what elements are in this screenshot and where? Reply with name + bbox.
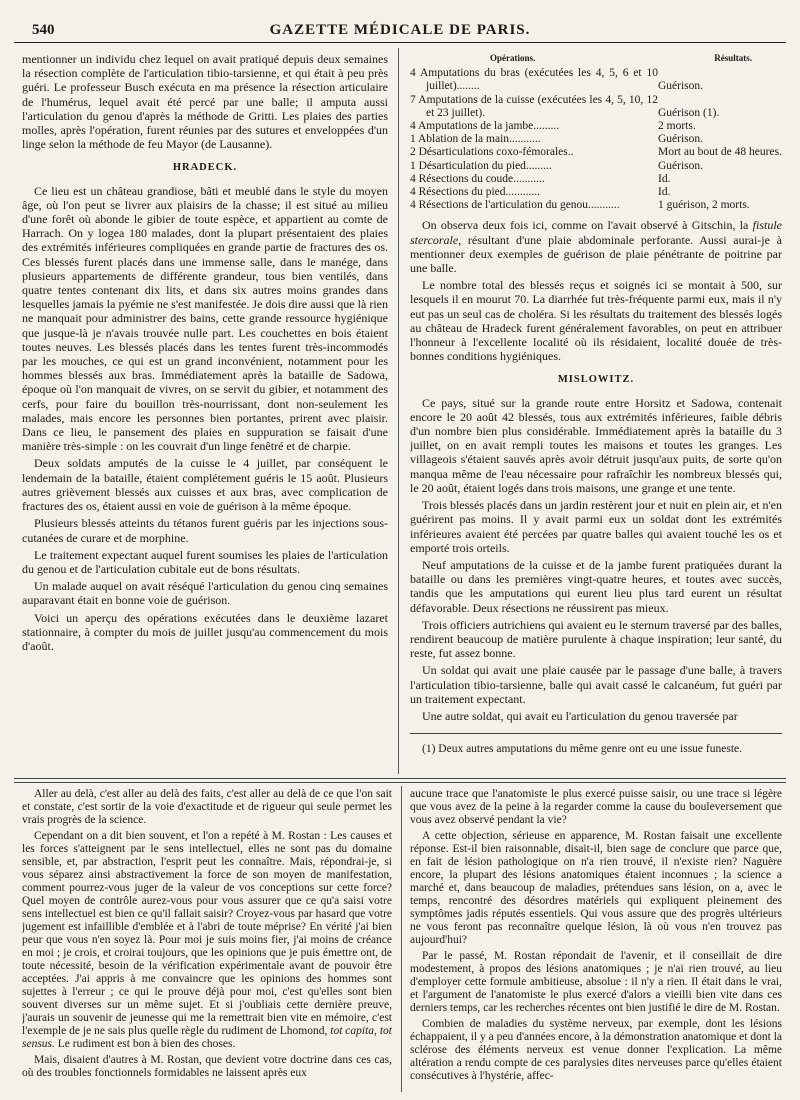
section-divider — [14, 782, 786, 783]
table-row — [410, 67, 782, 93]
header-results: Résultats. — [714, 53, 752, 63]
paragraph-text: Cependant on a dit bien souvent, et l'on a repété à M. Rostan : Les causes et les forces s'atteignent par le sens intellectuel, elles ne sont pas du domaine sensible, et, par abstraction, l'esprit peut les connaître. Mais, répondrai-je, si vous séparez ainsi abstractivement la force de son moyen de manifestation, comment pourrez-vous juger de la valeur de vos conceptions sur cette force? Quel moyen de contrôle aurez-vous pour vous assurer que ce qu'a saisi votre sens intellectuel est bien ce qu'il fallait saisir? Croyez-vous par hasard que votre jugement est infaillible d'emblée et à l'abri de toute méprise? En vérité j'ai bien peur que vous n'en soyez là. Pour moi je suis moins fier, j'ai moins de créance en moi ; je crois, et croirai toujours, que les opinions que je puis émettre ont, de toute nécessité, besoin de la vérification expérimentale avant de pouvoir être acceptées. J'ai appris à me convaincre que les opinions des hommes sont sujettes à l'erreur ; ce qui le prouve déjà pour moi, c'est qu'elles sont bien souvent diverses sur un même sujet. Et si j'oubliais cette dernière preuve, j'aurais un souvenir de jeunesse qui me la remettrait bien vite en mémoire, c'est l'exemple de je ne sais plus quelle règle du rudiment de Lhomond, — [22, 830, 392, 1037]
table-row — [410, 160, 782, 173]
operation-cell: 4 Résections de l'articulation du genou........... — [410, 199, 620, 212]
paragraph: Trois blessés placés dans un jardin restèrent jour et nuit en plein air, et n'en guérirent pas moins. Il y avait parmi eux un soldat dont les extrémités inférieures avaient été percées par quatre balles qui avaient touché les os et emporté trois orteils. — [410, 498, 782, 555]
paragraph: A cette objection, sérieuse en apparence, M. Rostan faisait une excellente réponse. Est-il bien raisonnable, disait-il, bien sage de conclure que parce que, en fait de lésion pathologique on n'a rien trouvé, il n'existe rien? Naguère encore, la plupart des lésions anatomiques étaient inconnues ; la science a marché et, dans beaucoup de maladies, prétendues sans lésion, on a, avec le temps, rencontré des désordres matériels qui expliquent pleinement des symptômes jadis réputés essentiels. Qui vous assure que des progrès ultérieurs ne vous feront pas reconnaître quelque lésion, là où vous n'en trouvez pas aujourd'hui? — [410, 830, 782, 946]
operation-cell: 7 Amputations de la cuisse (exécutées les 4, 5, 10, 12 et 23 juillet). — [410, 93, 658, 119]
table-row — [410, 199, 782, 212]
footnote-divider — [410, 733, 782, 734]
paragraph: Un malade auquel on avait réséqué l'articulation du genou cinq semaines auparavant était en bonne voie de guérison. — [22, 579, 388, 608]
paragraph: Voici un aperçu des opérations exécutées dans le deuxième lazaret stationnaire, à compter du mois de juillet jusqu'au commencement du mois d'août. — [22, 610, 388, 653]
paragraph-text: On observa deux fois ici, comme on l'avait observé à Gitschin, la — [422, 218, 749, 233]
table-row — [410, 120, 782, 133]
column-divider — [401, 786, 402, 1092]
table-row — [410, 186, 782, 199]
page-header — [14, 20, 786, 43]
page-number: 540 — [32, 22, 55, 38]
paragraph: Par le passé, M. Rostan répondait de l'avenir, et il conseillait de dire modestement, à propos des lésions anatomiques ; je n'ai rien trouvé, au lieu d'employer cette formule ambitieuse, absolue : il n'y a rien. Il était dans le vrai, et l'argument de l'anatomiste le plus exercé d'alors a vieilli bien vite dans ces derniers temps, car les recherches récentes ont bien justifié le dire de M. Rostan. — [410, 950, 782, 1014]
header-operations: Opérations. — [490, 53, 536, 63]
table-row — [410, 173, 782, 186]
result-cell: Guérison. — [658, 159, 704, 172]
paragraph-text: , résultant d'une plaie abdominale perforante. Aussi aurai-je à mentionner deux exemples de guérison de plaie pénétrante de poitrine par une balle. — [410, 232, 782, 276]
column-divider — [398, 48, 399, 774]
intro-paragraph: mentionner un individu chez lequel on avait pratiqué depuis deux semaines la résection complète de l'articulation tibio-tarsienne, et qui était à peu près guéri. Le professeur Busch exécuta en ma présence la résection articulaire de l'humérus, lequel avait été percé par une balle; il amputa aussi l'articulation du genou d'après la méthode de Gritti. Les plaies des parties molles, après l'opération, furent réunies par des sutures et enveloppées d'un linge selon la méthode de feu Mayor (de Lausanne). — [22, 52, 388, 152]
paragraph: Neuf amputations de la cuisse et de la jambe furent pratiquées durant la bataille ou dans les premières vingt-quatre heures, et toutes avec succès, tandis que les amputations qui eurent lieu plus tard eurent un résultat défavorable. Deux résections ne réussirent pas mieux. — [410, 557, 782, 615]
operation-cell: 2 Désarticulations coxo-fémorales.. — [410, 146, 574, 159]
section-title-mislowitz: MISLOWITZ. — [557, 374, 635, 386]
section-title-hradeck: HRADECK. — [172, 162, 238, 174]
operation-cell: 1 Désarticulation du pied......... — [410, 159, 552, 172]
journal-title: GAZETTE MÉDICALE DE PARIS. — [269, 22, 531, 38]
bottom-left-column — [22, 788, 392, 1094]
right-column — [410, 52, 782, 768]
paragraph: Le nombre total des blessés reçus et soignés ici se montait à 500, sur lesquels il en mourut 70. La diarrhée fut très-fréquente parmi eux, mais il n'y eut pas un seul cas de choléra. Si les résultats du traitement des blessés logés au château de Hradeck furent généralement favorables, on peut en attribuer l'honneur à l'excellente localité où ils résidaient, localité douée de très-bonnes conditions hygiéniques. — [410, 278, 782, 364]
result-cell: Mort au bout de 48 heures. — [658, 146, 782, 159]
table-row — [410, 133, 782, 146]
left-column — [22, 52, 388, 722]
bottom-right-column — [410, 788, 782, 1094]
paragraph: Trois officiers autrichiens qui avaient eu le sternum traversé par des balles, rendirent beaucoup de matière purulente à chaque inspiration; leur santé, du reste, fut assez bonne. — [410, 617, 782, 661]
italic-term: fistule stercorale — [410, 218, 782, 247]
section-divider — [14, 778, 786, 779]
result-cell: 2 morts. — [658, 120, 696, 133]
result-cell: Id. — [658, 186, 671, 199]
footnote: (1) Deux autres amputations du même genre ont eu une issue funeste. — [422, 743, 742, 756]
italic-phrase: tot capita, tot sensus. — [22, 1025, 392, 1050]
operation-cell: 4 Amputations de la jambe......... — [410, 120, 560, 133]
paragraph: Combien de maladies du système nerveux, par exemple, dont les lésions échappaient, il y a peu d'années encore, à la démonstration anatomique et dont la sclérose des éléments nerveux est venue donner l'explication. La même altération a rendu compte de ces paralysies dites nerveuses parce qu'elles étaient consécutives à l'hystérie, affec- — [410, 1018, 782, 1082]
paragraph: Deux soldats amputés de la cuisse le 4 juillet, par conséquent le lendemain de la bataille, étaient complétement guéris le 15 août. Plusieurs autres grièvement blessés aux cuisses et aux bras, avec complication de fractures des os, étaient aussi en voie de guérison à la même époque. — [22, 456, 388, 514]
paragraph: Mais, disaient d'autres à M. Rostan, que devient votre doctrine dans ces cas, où des troubles fonctionnels formidables ne laissent après eux — [22, 1054, 392, 1079]
operation-cell: 4 Résections du pied............ — [410, 186, 540, 199]
paragraph-text: Le rudiment est bon à bien des choses. — [54, 1038, 236, 1050]
paragraph: Une autre soldat, qui avait eu l'articulation du genou traversée par — [422, 708, 738, 723]
operation-cell: 4 Amputations du bras (exécutées les 4, 5, 6 et 10 juillet)........ — [410, 67, 658, 93]
operation-cell: 1 Ablation de la main........... — [410, 133, 541, 146]
paragraph — [410, 218, 782, 275]
paragraph: aucune trace que l'anatomiste le plus exercé puisse saisir, ou une trace si légère que vous avez de la peine à la regarder comme la cause du bouleversement que vous avez observé pendant la vie? — [410, 788, 782, 826]
result-cell: Guérison. — [658, 80, 704, 93]
paragraph: Ce lieu est un château grandiose, bâti et meublé dans le style du moyen âge, où l'on peut se livrer aux plaisirs de la chasse; il est situé au milieu d'une forêt où abonde le gibier de toute espèce, et appartient au comte de Harrach. On y logea 180 malades, dont la plupart présentaient des plaies des extrémités inférieures compliquées en grande partie de fractures des os. Ces blessés furent placés dans une immense salle, dans le manége, dans plusieurs appartements de différente grandeur, tous bien ventilés, dans quatre tentes contenant dix lits, et dans six autres moins grandes dans lesquelles jamais la pyémie ne s'est manifestée. Je dois dire aussi que là rien ne manquait pour administrer des bains, cette grande ressource hygiénique que jusque-là je n'avais trouvée nulle part. Les couchettes en bois étaient toutes neuves. Les blessés placés dans les tentes furent très-incommodés par les mouches, ce qui est un grand inconvénient, notamment pour les hommes blessés aux bras. Immédiatement après la bataille de Sadowa, époque où l'on manquait de vivres, on se servit du gibier, et notamment des cerfs, pour faire du bouillon très-nourrissant, dont non-seulement les malades, mais encore les personnes bien portantes, prirent avec plaisir. Dans ce lieu, le pansement des plaies en suppuration se faisait d'une manière très-simple : on les couvrait d'un linge fenêtré et de charpie. — [22, 183, 388, 454]
table-row — [410, 146, 782, 159]
result-cell: Guérison. — [658, 133, 704, 146]
paragraph: Un soldat qui avait une plaie causée par le passage d'une balle, à travers l'articulation tibio-tarsienne, balle qui avait cassé le calcanéum, fut guéri par un traitement expectant. — [410, 663, 782, 706]
paragraph: Ce pays, situé sur la grande route entre Horsitz et Sadowa, contenait encore le 20 août 42 blessés, tous aux extrémités inférieures, faible débris d'un nombre bien plus considérable. Immédiatement après la bataille du 3 juillet, on en avait rempli toutes les maisons et toutes les granges. Les villageois s'étaient sauvés après avoir détruit jusqu'aux puits, de sorte qu'on manqua même de l'eau nécessaire pour rafraîchir les nombreux blessés qui, le 20 août, étaient logés dans trois maisons, une grange et une tente. — [410, 395, 782, 495]
paragraph — [22, 830, 392, 1051]
result-cell: Guérison (1). — [658, 106, 720, 119]
table-row — [410, 94, 782, 120]
operations-table — [410, 52, 782, 212]
operations-table-header — [410, 52, 782, 65]
result-cell: 1 guérison, 2 morts. — [658, 199, 750, 212]
result-cell: Id. — [658, 172, 671, 185]
paragraph: Plusieurs blessés atteints du tétanos furent guéris par les injections sous-cutanées de curare et de morphine. — [22, 516, 388, 545]
operation-cell: 4 Résections du coude........... — [410, 172, 545, 185]
paragraph: Aller au delà, c'est aller au delà des faits, c'est aller au delà de ce que l'on sait et constate, c'est sortir de la voie d'exactitude et de rigueur qui seule permet les vrais progrès de la science. — [22, 788, 392, 826]
paragraph: Le traitement expectant auquel furent soumises les plaies de l'articulation du genou et de l'articulation cubitale eut de bons résultats. — [22, 547, 388, 576]
